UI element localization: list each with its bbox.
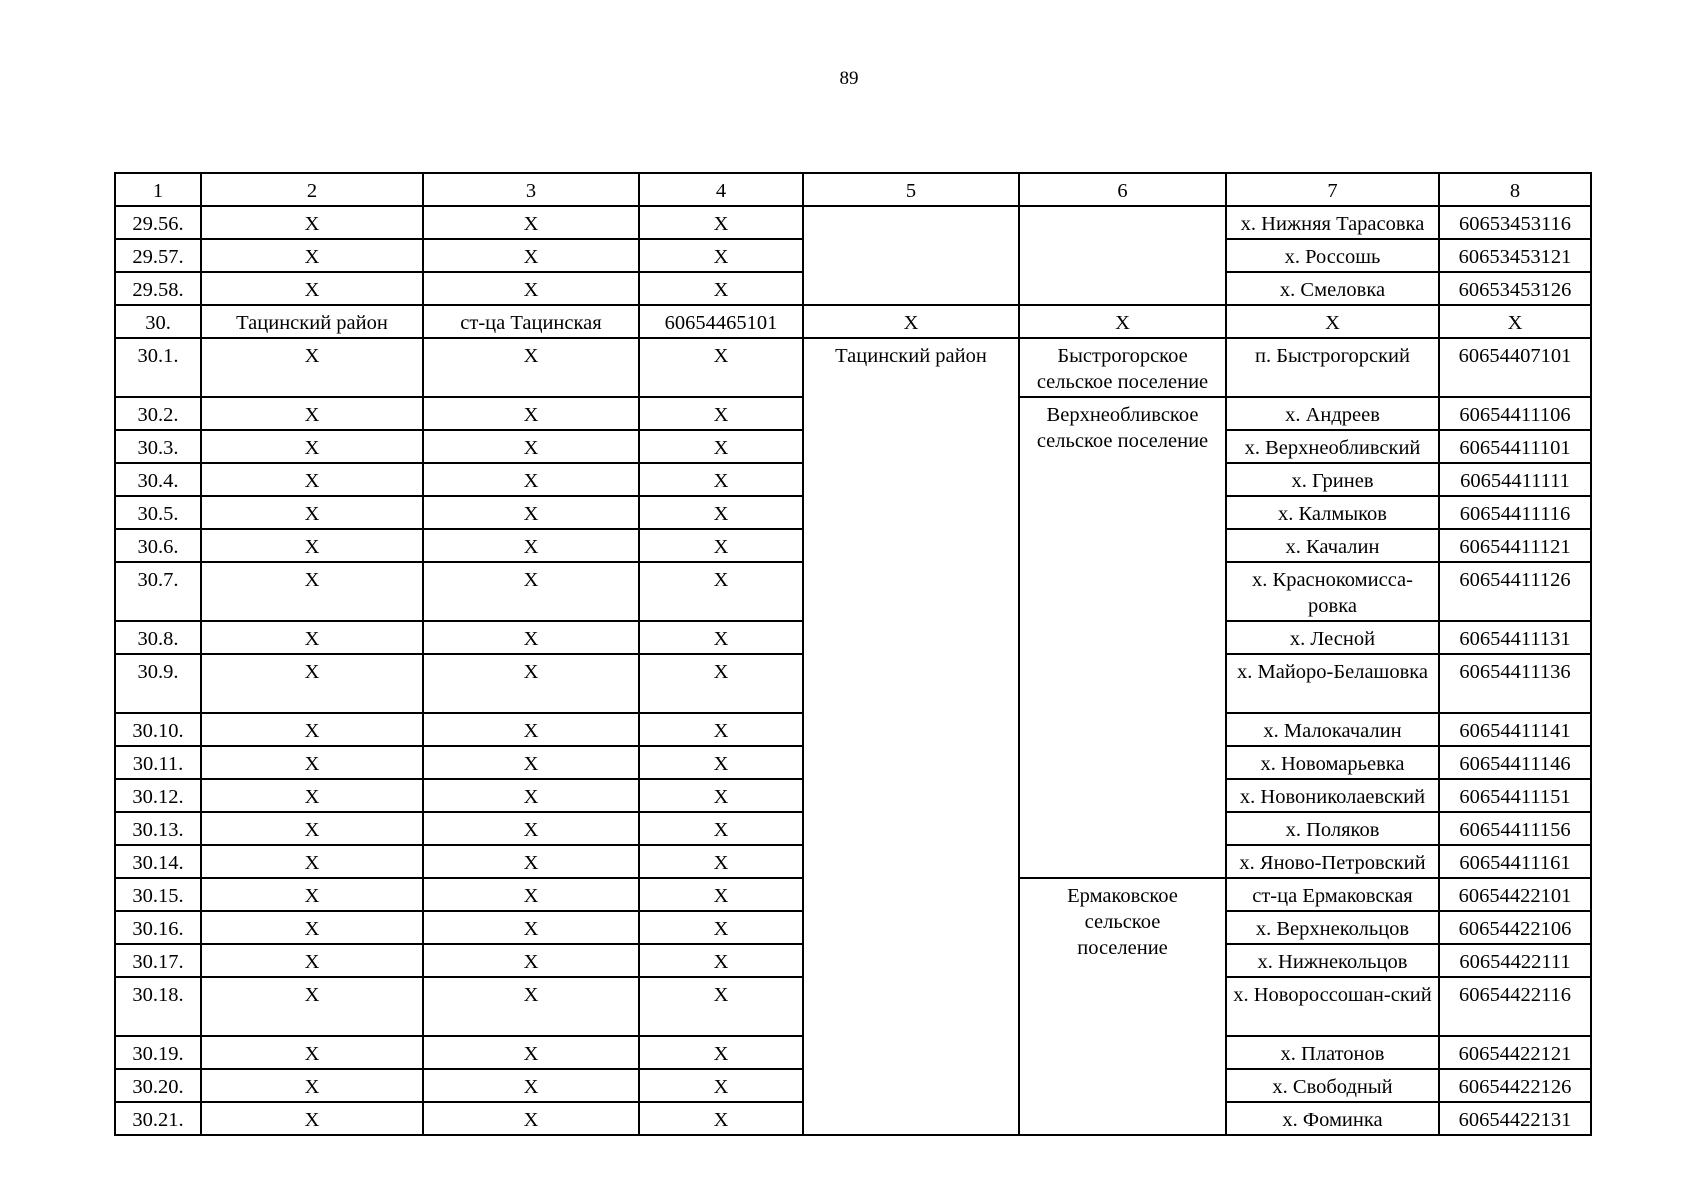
row-number: 30.13. — [115, 812, 201, 845]
cell: Х — [803, 305, 1019, 338]
municipal-district: Тацинский район — [803, 338, 1019, 1135]
cell: Х — [201, 529, 423, 562]
settlement-name: х. Калмыков — [1226, 496, 1439, 529]
cell: Х — [423, 529, 639, 562]
oktmo-code: 60654411136 — [1439, 654, 1591, 713]
cell: Х — [423, 1102, 639, 1135]
row-number: 30.8. — [115, 621, 201, 654]
cell: Х — [423, 621, 639, 654]
settlement-name: х. Гринев — [1226, 463, 1439, 496]
cell: Х — [423, 562, 639, 621]
oktmo-code: 60654411101 — [1439, 430, 1591, 463]
cell: Х — [639, 1069, 803, 1102]
cell: Х — [639, 430, 803, 463]
cell: Х — [639, 977, 803, 1036]
table-row — [115, 305, 1591, 338]
row-number: 30.3. — [115, 430, 201, 463]
oktmo-code: 60654422106 — [1439, 911, 1591, 944]
settlement-name: х. Андреев — [1226, 397, 1439, 430]
oktmo-code: 60654411146 — [1439, 746, 1591, 779]
settlement-name: х. Верхнеобливский — [1226, 430, 1439, 463]
oktmo-code: 60654411121 — [1439, 529, 1591, 562]
settlement-municipality: Ермаковское сельское поселение — [1019, 878, 1226, 1135]
row-number: 30.20. — [115, 1069, 201, 1102]
row-number: 30.14. — [115, 845, 201, 878]
cell: Х — [201, 654, 423, 713]
settlement-name: х. Платонов — [1226, 1036, 1439, 1069]
row-number: 30.6. — [115, 529, 201, 562]
cell: Х — [423, 463, 639, 496]
settlement-municipality: Верхнеобливское сельское поселение — [1019, 397, 1226, 878]
table-header-row — [115, 173, 1591, 206]
row-number: 29.58. — [115, 272, 201, 305]
cell: Х — [639, 496, 803, 529]
row-number: 30.11. — [115, 746, 201, 779]
column-header: 1 — [115, 173, 201, 206]
cell: Х — [639, 239, 803, 272]
cell: Х — [423, 1069, 639, 1102]
settlement-name: х. Россошь — [1226, 239, 1439, 272]
oktmo-code: 60654422121 — [1439, 1036, 1591, 1069]
cell: Х — [201, 911, 423, 944]
row-number: 30.16. — [115, 911, 201, 944]
oktmo-code: 60653453116 — [1439, 206, 1591, 239]
cell: Х — [423, 430, 639, 463]
column-header: 3 — [423, 173, 639, 206]
cell: Х — [639, 562, 803, 621]
cell: Х — [201, 1102, 423, 1135]
row-number: 30.5. — [115, 496, 201, 529]
oktmo-code: 60654422116 — [1439, 977, 1591, 1036]
settlement-name: х. Нижняя Тарасовка — [1226, 206, 1439, 239]
cell: Х — [201, 977, 423, 1036]
row-number: 30.21. — [115, 1102, 201, 1135]
cell: Х — [639, 463, 803, 496]
oktmo-code: 60654465101 — [639, 305, 803, 338]
cell: Х — [201, 430, 423, 463]
cell: Х — [201, 239, 423, 272]
row-number: 30.4. — [115, 463, 201, 496]
row-number: 30.7. — [115, 562, 201, 621]
district-name: Тацинский район — [201, 305, 423, 338]
cell: Х — [201, 338, 423, 397]
oktmo-code: 60654411161 — [1439, 845, 1591, 878]
cell: Х — [639, 878, 803, 911]
cell: Х — [639, 911, 803, 944]
settlement-name: х. Краснокомисса-ровка — [1226, 562, 1439, 621]
cell: Х — [639, 272, 803, 305]
cell: Х — [201, 845, 423, 878]
settlement-name: х. Майоро-Белашовка — [1226, 654, 1439, 713]
row-number: 30.2. — [115, 397, 201, 430]
page-number: 89 — [839, 68, 859, 89]
oktmo-code: 60654411156 — [1439, 812, 1591, 845]
settlement-name: х. Нижнекольцов — [1226, 944, 1439, 977]
oktmo-code: 60654422126 — [1439, 1069, 1591, 1102]
cell: Х — [201, 206, 423, 239]
cell: Х — [1226, 305, 1439, 338]
settlement-name: х. Новороссошан-ский — [1226, 977, 1439, 1036]
cell: Х — [201, 496, 423, 529]
row-number: 29.56. — [115, 206, 201, 239]
oktmo-code: 60654407101 — [1439, 338, 1591, 397]
cell: Х — [423, 338, 639, 397]
cell: Х — [423, 977, 639, 1036]
oktmo-code: 60653453121 — [1439, 239, 1591, 272]
settlement-name: ст-ца Ермаковская — [1226, 878, 1439, 911]
column-header: 7 — [1226, 173, 1439, 206]
oktmo-code: 60653453126 — [1439, 272, 1591, 305]
cell: Х — [639, 845, 803, 878]
cell: Х — [201, 272, 423, 305]
cell: Х — [639, 654, 803, 713]
cell: Х — [1019, 305, 1226, 338]
row-number: 30.10. — [115, 713, 201, 746]
cell: Х — [423, 239, 639, 272]
cell: Х — [423, 812, 639, 845]
cell: Х — [423, 911, 639, 944]
settlement-name: х. Лесной — [1226, 621, 1439, 654]
row-number: 30. — [115, 305, 201, 338]
cell: Х — [201, 621, 423, 654]
cell: Х — [639, 944, 803, 977]
settlement-name: х. Новониколаевский — [1226, 779, 1439, 812]
row-number: 30.12. — [115, 779, 201, 812]
settlement-name: х. Свободный — [1226, 1069, 1439, 1102]
cell: Х — [423, 845, 639, 878]
cell: Х — [423, 1036, 639, 1069]
row-number: 29.57. — [115, 239, 201, 272]
cell: Х — [639, 746, 803, 779]
settlement-name: п. Быстрогорский — [1226, 338, 1439, 397]
cell: Х — [423, 496, 639, 529]
cell: Х — [201, 746, 423, 779]
oktmo-code: 60654411131 — [1439, 621, 1591, 654]
oktmo-code: 60654422101 — [1439, 878, 1591, 911]
cell: Х — [639, 1036, 803, 1069]
cell: Х — [201, 944, 423, 977]
cell: Х — [423, 206, 639, 239]
merged-empty-cell — [1019, 206, 1226, 305]
settlement-name: х. Смеловка — [1226, 272, 1439, 305]
row-number: 30.19. — [115, 1036, 201, 1069]
column-header: 2 — [201, 173, 423, 206]
cell: Х — [639, 812, 803, 845]
table-row — [115, 338, 1591, 397]
cell: Х — [201, 397, 423, 430]
cell: Х — [639, 206, 803, 239]
oktmo-code: 60654411106 — [1439, 397, 1591, 430]
cell: Х — [201, 463, 423, 496]
cell: Х — [423, 272, 639, 305]
settlement-name: х. Качалин — [1226, 529, 1439, 562]
settlements-table — [114, 172, 1592, 1136]
oktmo-code: 60654411151 — [1439, 779, 1591, 812]
cell: Х — [639, 713, 803, 746]
row-number: 30.18. — [115, 977, 201, 1036]
table-row — [115, 206, 1591, 239]
settlement-name: х. Фоминка — [1226, 1102, 1439, 1135]
cell: Х — [201, 1036, 423, 1069]
cell: Х — [423, 878, 639, 911]
column-header: 6 — [1019, 173, 1226, 206]
oktmo-code: 60654411141 — [1439, 713, 1591, 746]
settlement-municipality: Быстрогорское сельское поселение — [1019, 338, 1226, 397]
row-number: 30.17. — [115, 944, 201, 977]
row-number: 30.9. — [115, 654, 201, 713]
cell: Х — [423, 944, 639, 977]
merged-empty-cell — [803, 206, 1019, 305]
cell: Х — [1439, 305, 1591, 338]
column-header: 5 — [803, 173, 1019, 206]
cell: Х — [201, 713, 423, 746]
cell: Х — [201, 878, 423, 911]
admin-center: ст-ца Тацинская — [423, 305, 639, 338]
cell: Х — [423, 779, 639, 812]
oktmo-code: 60654411111 — [1439, 463, 1591, 496]
cell: Х — [639, 779, 803, 812]
cell: Х — [639, 397, 803, 430]
cell: Х — [201, 1069, 423, 1102]
row-number: 30.15. — [115, 878, 201, 911]
oktmo-code: 60654422131 — [1439, 1102, 1591, 1135]
column-header: 8 — [1439, 173, 1591, 206]
oktmo-code: 60654411116 — [1439, 496, 1591, 529]
cell: Х — [423, 746, 639, 779]
settlement-name: х. Поляков — [1226, 812, 1439, 845]
cell: Х — [201, 812, 423, 845]
cell: Х — [639, 1102, 803, 1135]
cell: Х — [639, 529, 803, 562]
row-number: 30.1. — [115, 338, 201, 397]
oktmo-code: 60654422111 — [1439, 944, 1591, 977]
oktmo-code: 60654411126 — [1439, 562, 1591, 621]
settlement-name: х. Верхнекольцов — [1226, 911, 1439, 944]
settlement-name: х. Малокачалин — [1226, 713, 1439, 746]
settlement-name: х. Яново-Петровский — [1226, 845, 1439, 878]
cell: Х — [639, 621, 803, 654]
settlement-name: х. Новомарьевка — [1226, 746, 1439, 779]
cell: Х — [639, 338, 803, 397]
column-header: 4 — [639, 173, 803, 206]
cell: Х — [423, 654, 639, 713]
cell: Х — [201, 779, 423, 812]
cell: Х — [423, 397, 639, 430]
cell: Х — [201, 562, 423, 621]
cell: Х — [423, 713, 639, 746]
